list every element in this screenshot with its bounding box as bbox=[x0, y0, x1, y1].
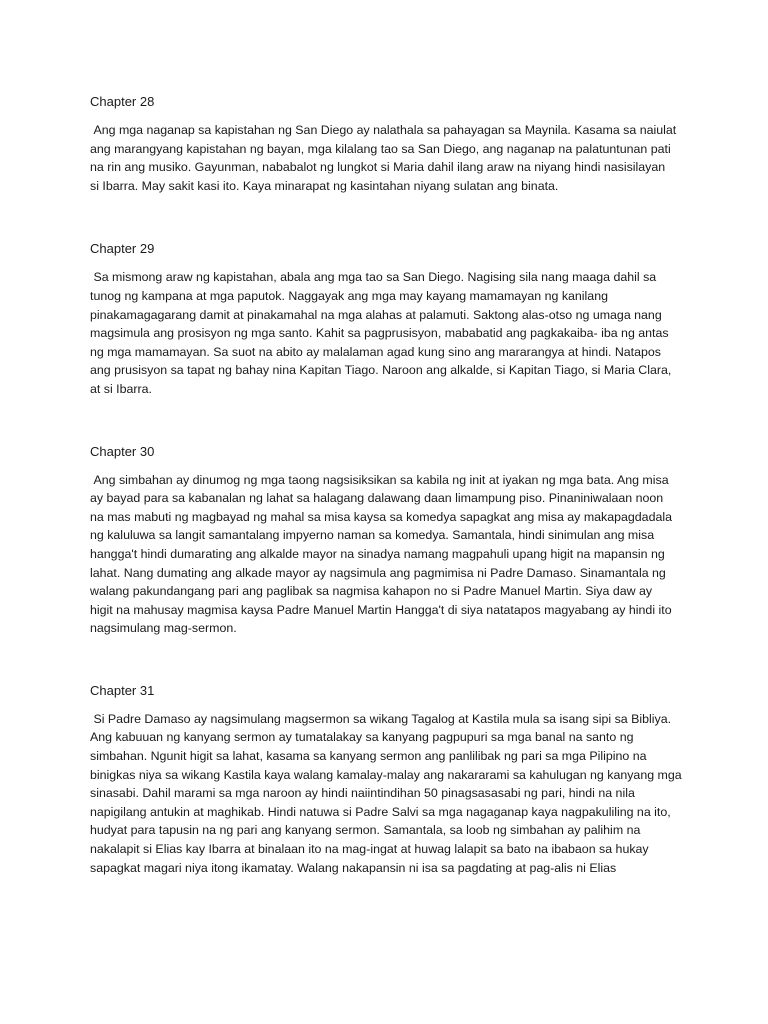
chapter-29-body: Sa mismong araw ng kapistahan, abala ang mga tao sa San Diego. Nagising sila nang maaga dahil sa tunog ng kampana at mga paputok. Naggayak ang mga may kayang mamamayan ng kanilang pinakamagagarang damit at pinakamahal na mga alahas at palamuti. Saktong alas-otso ng umaga nang magsimula ang prosisyon ng mga santo. Kahit sa pagprusisyon, mababatid ang pagkakaiba- iba ng antas ng mga mamamayan. Sa suot na abito ay malalaman agad kung sino ang mararangya at hindi. Natapos ang prusisyon sa tapat ng bahay nina Kapitan Tiago. Naroon ang alkalde, si Kapitan Tiago, si Maria Clara, at si Ibarra. bbox=[90, 270, 672, 396]
chapter-30-body: Ang simbahan ay dinumog ng mga taong nagsisiksikan sa kabila ng init at iyakan ng mga bata. Ang misa ay bayad para sa kabanalan ng lahat sa halagang dalawang daan limampung piso. Pinaniniwalaan noon na mas mabuti ng magbayad ng mahal sa misa kaysa sa komedya sapagkat ang misa ay makapagdadala ng kaluluwa sa langit samantalang impyerno naman sa komedya. Samantala, hindi sinimulan ang misa hangga't hindi dumarating ang alkalde mayor na sinadya namang magpahuli upang higit na mapansin ng lahat. Nang dumating ang alkade mayor ay nagsimula ang pagmimisa ni Padre Damaso. Sinamantala ng walang pakundangang pari ang paglibak sa nagmisa kahapon no si Padre Manuel Martin. Siya daw ay higit na mahusay magmisa kaysa Padre Manuel Martin Hangga't di siya natatapos magyabang ay hindi ito nagsimulang mag-sermon. bbox=[90, 472, 673, 636]
chapter-28-body: Ang mga naganap sa kapistahan ng San Diego ay nalathala sa pahayagan sa Maynila. Kasama sa naiulat ang marangyang kapistahan ng bayan, mga kilalang tao sa San Diego, ang naganap na palatuntunan pati na rin ang musiko. Gayunman, nababalot ng lungkot si Maria dahil ilang araw na niyang hindi nasisilayan si Ibarra. May sakit kasi ito. Kaya minarapat ng kasintahan niyang sulatan ang binata. bbox=[90, 123, 677, 193]
chapter-28-section bbox=[90, 93, 690, 195]
chapter-29-section bbox=[90, 240, 690, 398]
chapter-30-title: Chapter 30 bbox=[90, 443, 155, 459]
document-page bbox=[90, 93, 690, 877]
chapter-31-section bbox=[90, 682, 690, 877]
chapter-29-title: Chapter 29 bbox=[90, 241, 155, 257]
chapter-28-title: Chapter 28 bbox=[90, 94, 155, 109]
chapter-31-title: Chapter 31 bbox=[90, 682, 155, 698]
chapter-31-body: Si Padre Damaso ay nagsimulang magsermon sa wikang Tagalog at Kastila mula sa isang sipi sa Bibliya. Ang kabuuan ng kanyang sermon ay tumatalakay sa kanyang pagpupuri sa mga banal na santo ng simbahan. Ngunit higit sa lahat, kasama sa kanyang sermon ang panlilibak ng pari sa mga Pilipino na binigkas niya sa wikang Kastila kaya walang kamalay-malay ang nakararami sa kahulugan ng kanyang mga sinasabi. Dahil marami sa mga naroon ay hindi naiintindihan 50 pinagsasasabi ng pari, hindi na nila napigilang antukin at maghikab. Hindi natuwa si Padre Salvi sa mga nagaganap kaya nagpakuliling na ito, hudyat para tapusin na ng pari ang kanyang sermon. Samantala, sa loob ng simbahan ay palihim na nakalapit si Elias kay Ibarra at binalaan ito na mag-ingat at huwag lalapit sa bato na ibabaon sa hukay sapagkat magari niya itong ikamatay. Walang nakapansin ni isa sa pagdating at pag-alis ni Elias bbox=[90, 711, 682, 875]
chapter-30-section bbox=[90, 443, 690, 638]
